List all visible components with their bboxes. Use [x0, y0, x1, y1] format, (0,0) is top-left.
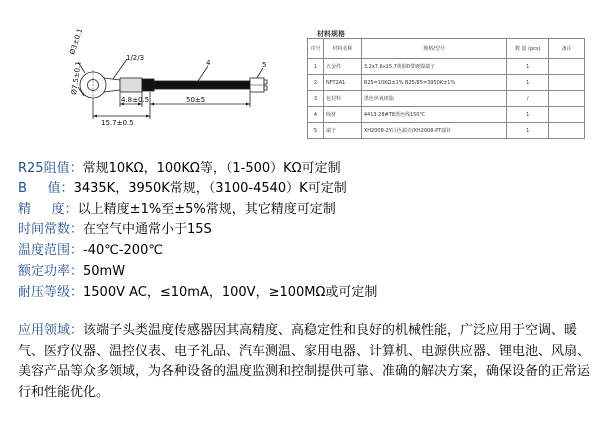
table-row [308, 91, 585, 107]
table-cell: 4 [308, 107, 324, 123]
spec-label: R25阻值： [18, 161, 83, 176]
spec-label: 耐压等级： [18, 285, 84, 300]
spec-value: 在空气中通常小于15S [83, 222, 212, 237]
spec-label: 精 度： [18, 202, 78, 217]
label-5: 5 [262, 61, 267, 69]
table-cell [549, 123, 585, 139]
spec-label: 额定功率： [18, 264, 84, 279]
table-row [308, 75, 585, 91]
black-sheath [142, 79, 154, 91]
spec-rated-power [18, 263, 125, 281]
dim-outer-diameter: Ø3±0.1 [68, 27, 85, 56]
spec-label: 时间常数： [18, 222, 84, 237]
table-cell: 端子 [323, 123, 361, 139]
table-cell: 线材 [323, 107, 361, 123]
table-cell: XH2008-2Y白色端壳/XH2008-PT端针 [361, 123, 506, 139]
crimp-body [120, 78, 142, 92]
table-cell: 3.2x7.6x15.7黄铜0带镀镍端子 [361, 59, 506, 75]
table-cell: 黑色环氧树脂 [361, 91, 506, 107]
dim-15-7: 15.7±0.5 [101, 119, 134, 127]
spec-withstand-voltage [18, 284, 377, 302]
spec-time-constant [18, 221, 212, 239]
table-cell: NFT2A1 [323, 75, 361, 91]
table-cell: 1 [507, 75, 549, 91]
header-cell: 备注 [549, 39, 585, 59]
sensor-drawing [0, 0, 300, 150]
spec-precision [18, 201, 336, 219]
label-sleeve: 1/2/3 [126, 54, 145, 62]
table-cell: 包封料 [323, 91, 361, 107]
spec-value: 以上精度±1%至±5%常规，其它精度可定制 [77, 202, 336, 217]
table-cell: R25=10KΩ±1% B25/85=3950K±1% [361, 75, 506, 91]
table-cell [549, 59, 585, 75]
table-row [308, 123, 585, 139]
spec-label: 温度范围： [18, 243, 84, 258]
label-4: 4 [206, 59, 211, 67]
header-cell: 规格/型号 [361, 39, 506, 59]
table-cell [549, 107, 585, 123]
spec-value: 常规10KΩ，100KΩ等，（1-500）KΩ可定制 [82, 161, 341, 176]
spec-temp-range [18, 242, 163, 260]
table-cell: 4413 28#T8黑色线150℃ [361, 107, 506, 123]
spec-value: -40℃-200℃ [83, 243, 163, 258]
table-cell: 1 [507, 123, 549, 139]
table-cell: 1 [308, 59, 324, 75]
application-paragraph [18, 321, 598, 403]
table-cell: 5 [308, 123, 324, 139]
table-row [308, 59, 585, 75]
table-header-row [308, 39, 585, 59]
spec-value: 50mW [83, 264, 126, 279]
table-cell [549, 91, 585, 107]
table-title: 材料规格 [317, 30, 345, 38]
table-cell: 1 [507, 59, 549, 75]
header-cell: 数 量 (pcs) [507, 39, 549, 59]
material-spec-table [307, 38, 585, 139]
table-cell [549, 75, 585, 91]
spec-value: 3435K，3950K常规，（3100-4540）K可定制 [73, 181, 347, 196]
spec-value: 1500V AC，≤10mA，100V，≥100MΩ或可定制 [83, 285, 378, 300]
table-cell: 2 [308, 75, 324, 91]
header-cell: 材料名称 [323, 39, 361, 59]
application-text: 该端子头类温度传感器因其高精度、高稳定性和良好的机械性能，广泛应用于空调、暖气、医疗仪器、温控仪表、电子礼品、汽车测温、家用电器、计算机、电源供应器、锂电池、风扇、美容产品等众多领域，为各种设备的温度监测和控制提供可靠、准确的解决方案，确保设备的正常运行和性能优化。 [18, 323, 591, 400]
spec-label: B 值： [18, 181, 74, 196]
terminal-neck [104, 78, 120, 92]
table-row [308, 107, 585, 123]
table-cell: 1 [507, 107, 549, 123]
spec-b-value [18, 180, 347, 198]
dim-4-8: 4.8±0.5 [121, 96, 150, 104]
cable [154, 81, 250, 89]
table-cell: 3 [308, 91, 324, 107]
application-label: 应用领域： [18, 323, 84, 338]
table-cell: 五金件 [323, 59, 361, 75]
spec-resistance [18, 160, 341, 178]
dim-50: 50±5 [186, 96, 206, 104]
dim-inner-diameter: Ø7.5±0.1 [70, 60, 83, 96]
header-cell: 序号 [308, 39, 324, 59]
table-cell: / [507, 91, 549, 107]
